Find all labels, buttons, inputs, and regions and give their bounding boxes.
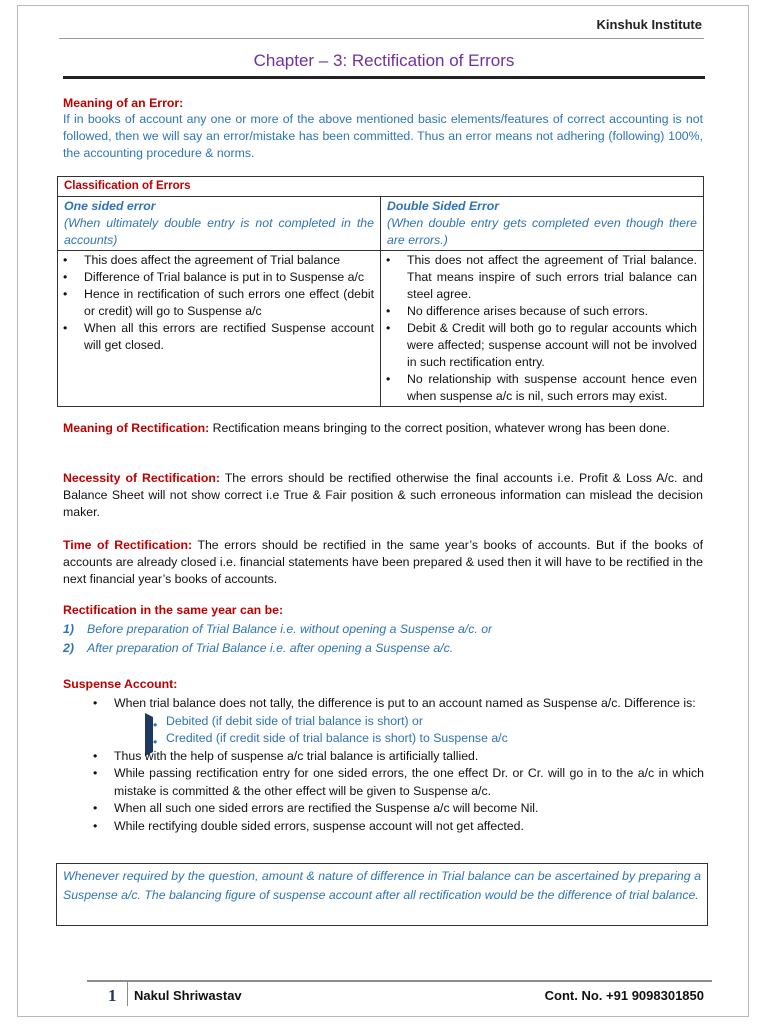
list-item: • No difference arises because of such errors. (381, 303, 697, 320)
list-item: • Difference of Trial balance is put in to Suspense a/c (58, 269, 374, 286)
list-item: • When all this errors are rectified Suspense account will get closed. (58, 320, 374, 354)
suspense-label: Suspense Account: (63, 677, 178, 691)
footer-divider (87, 980, 712, 982)
double-sided-header-cell (381, 197, 704, 251)
double-sided-points-cell (381, 251, 704, 407)
list-item: • This does not affect the agreement of Trial balance. That means inspire of such errors trial balance can steel agree. (381, 252, 697, 303)
note-box: Whenever required by the question, amount & nature of difference in Trial balance can be ascertained by preparing a Suspense a/c. The balancing figure of suspense account after all rectification would be the difference of trial balance. (56, 863, 708, 926)
item-number: 1) (63, 622, 74, 636)
list-item: • When all such one sided errors are rectified the Suspense a/c will become Nil. (88, 800, 704, 818)
item-text: After preparation of Trial Balance i.e. after opening a Suspense a/c. (87, 641, 454, 655)
contact-number: Cont. No. +91 9098301850 (544, 988, 704, 1003)
meaning-error-text: If in books of account any one or more of the above mentioned basic elements/features of correct accounting is not followed, then we will say an error/mistake has been committed. Thus an error means not adhering (following) 100%, the accounting procedure & norms. (63, 112, 703, 160)
classification-heading: Classification of Errors (58, 177, 704, 197)
page-title: Chapter – 3: Rectification of Errors (253, 51, 515, 70)
necessity-label: Necessity of Rectification: (63, 471, 220, 485)
time-paragraph (63, 537, 703, 588)
suspense-sub-list (140, 713, 704, 748)
page-number: 1 (108, 986, 117, 1005)
footer-separator (127, 982, 128, 1006)
list-item: • No relationship with suspense account hence even when suspense a/c is nil, such errors may exist. (381, 371, 697, 405)
list-item (88, 695, 704, 748)
item-number: 2) (63, 641, 74, 655)
meaning-rectification-text: Rectification means bringing to the correct position, whatever wrong has been done. (212, 421, 670, 435)
suspense-list (88, 695, 704, 835)
time-text: The errors should be rectified in the same year’s books of accounts. But if the books of accounts are already closed i.e. financial statements have been prepared & used then it will have to be rectified in the next financial year’s books of accounts. (63, 538, 703, 586)
list-item: • Debit & Credit will both go to regular accounts which were affected; suspense account will not be involved in such rectification entry. (381, 320, 697, 371)
suspense-section (88, 695, 704, 835)
same-year-list (63, 620, 492, 658)
double-sided-note: (When double entry gets completed even though there are errors.) (387, 216, 697, 247)
list-item: • Credited (if credit side of trial balance is short) to Suspense a/c (140, 730, 704, 748)
suspense-first-point: When trial balance does not tally, the difference is put to an account named as Suspense a/c. Difference is: (114, 696, 696, 710)
list-item (63, 620, 492, 639)
suspense-sub-list-wrap (140, 713, 704, 748)
list-item: • While passing rectification entry for one sided errors, the one effect Dr. or Cr. will go in to the a/c in which mistake is committed & the other effect will be given to Suspense a/c. (88, 765, 704, 800)
necessity-paragraph (63, 470, 703, 521)
list-item: • This does affect the agreement of Trial balance (58, 252, 374, 269)
one-sided-note: (When ultimately double entry is not completed in the accounts) (64, 216, 374, 247)
one-sided-header-cell (58, 197, 381, 251)
double-sided-list (381, 252, 697, 405)
one-sided-points-cell (58, 251, 381, 407)
list-item: • While rectifying double sided errors, suspense account will not get affected. (88, 818, 704, 836)
list-item: • Thus with the help of suspense a/c trial balance is artificially tallied. (88, 748, 704, 766)
meaning-rectification-paragraph (63, 420, 703, 437)
one-sided-title: One sided error (64, 199, 156, 213)
title-underline (63, 76, 705, 79)
item-text: Before preparation of Trial Balance i.e. without opening a Suspense a/c. or (87, 622, 493, 636)
author-name: Nakul Shriwastav (134, 988, 242, 1003)
list-item (63, 639, 492, 658)
same-year-label: Rectification in the same year can be: (63, 603, 284, 617)
time-label: Time of Rectification: (63, 538, 193, 552)
meaning-rectification-label: Meaning of Rectification: (63, 421, 210, 435)
header-divider (59, 38, 704, 39)
double-sided-title: Double Sided Error (387, 199, 500, 213)
classification-table (57, 176, 704, 407)
institute-name: Kinshuk Institute (596, 17, 702, 32)
one-sided-list (58, 252, 374, 354)
list-item: • Hence in rectification of such errors one effect (debit or credit) will go to Suspense a/c (58, 286, 374, 320)
meaning-error-label: Meaning of an Error: (63, 96, 184, 110)
list-item: • Debited (if debit side of trial balance is short) or (140, 713, 704, 731)
necessity-text: The errors should be rectified otherwise the final accounts i.e. Profit & Loss A/c. and Balance Sheet will not show correct i.e True & Fair position & such erroneous information can mislead the decision maker. (63, 471, 703, 519)
